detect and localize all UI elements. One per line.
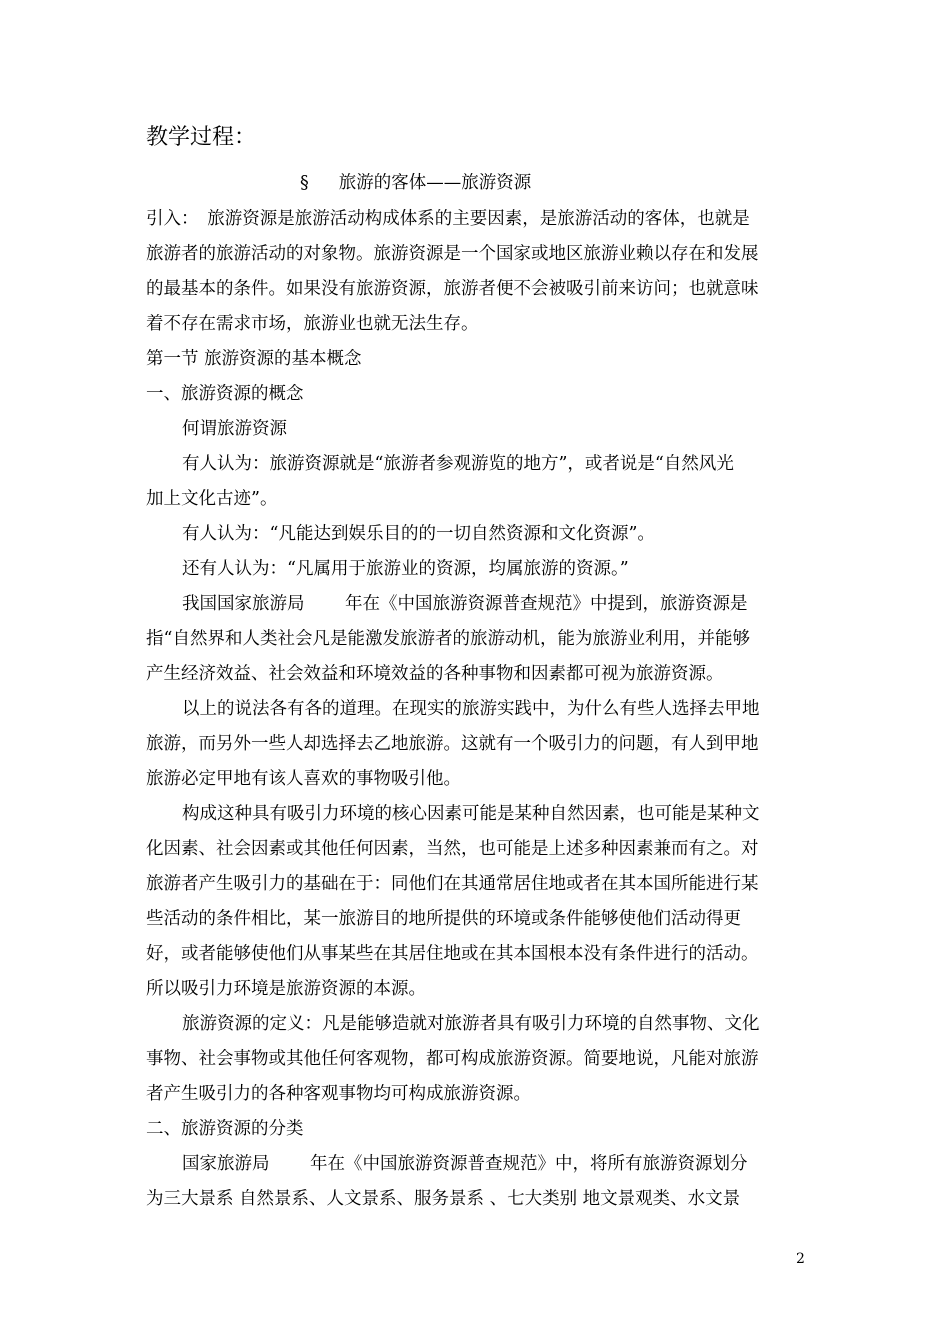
text-line-22: 好，或者能够使他们从事某些在其居住地或在其本国根本没有条件进行的活动。 (146, 944, 759, 964)
chapter-title: 第一节 旅游资源的基本概念 (146, 349, 362, 369)
text-line-7: 何谓旅游资源 (182, 419, 287, 439)
text-line-13: 指“自然界和人类社会凡是能激发旅游者的旅游动机，能为旅游业利用，并能够 (146, 629, 750, 649)
text-line-24: 旅游资源的定义：凡是能够造就对旅游者具有吸引力环境的自然事物、文化 (182, 1014, 760, 1034)
text-line-29: 为三大景系 自然景系、人文景系、服务景系 、七大类别 地文景观类、水文景 (146, 1189, 741, 1209)
section-title (300, 170, 531, 196)
text-line-9: 加上文化古迹”。 (146, 489, 278, 509)
text-line-15: 以上的说法各有各的道理。在现实的旅游实践中，为什么有些人选择去甲地 (182, 699, 760, 719)
page-heading: 教学过程： (146, 125, 257, 150)
text-line-10: 有人认为：“凡能达到娱乐目的的一切自然资源和文化资源”。 (182, 524, 655, 544)
subsection-title-1: 一、旅游资源的概念 (146, 384, 304, 404)
text-line-2: 旅游者的旅游活动的对象物。旅游资源是一个国家或地区旅游业赖以存在和发展 (146, 244, 759, 264)
text-line-21: 些活动的条件相比，某一旅游目的地所提供的环境或条件能够使他们活动得更 (146, 909, 741, 929)
text-line-16: 旅游，而另外一些人却选择去乙地旅游。这就有一个吸引力的问题，有人到甲地 (146, 734, 759, 754)
text-line-4: 着不存在需求市场，旅游业也就无法生存。 (146, 314, 479, 334)
text-line-1: 引入： 旅游资源是旅游活动构成体系的主要因素，是旅游活动的客体，也就是 (146, 209, 750, 229)
text-line-12: 我国国家旅游局 年在《中国旅游资源普查规范》中提到，旅游资源是 (182, 594, 748, 614)
page-number: 2 (796, 1251, 805, 1267)
text-line-23: 所以吸引力环境是旅游资源的本源。 (146, 979, 426, 999)
text-line-19: 化因素、社会因素或其他任何因素，当然，也可能是上述多种因素兼而有之。对 (146, 839, 759, 859)
text-line-8: 有人认为：旅游资源就是“旅游者参观游览的地方”，或者说是“自然风光 (182, 454, 734, 474)
text-line-17: 旅游必定甲地有该人喜欢的事物吸引他。 (146, 769, 461, 789)
text-line-25: 事物、社会事物或其他任何客观物，都可构成旅游资源。简要地说，凡能对旅游 (146, 1049, 759, 1069)
text-line-14: 产生经济效益、社会效益和环境效益的各种事物和因素都可视为旅游资源。 (146, 664, 724, 684)
section-symbol: § (300, 173, 309, 193)
text-line-11: 还有人认为：“凡属用于旅游业的资源，均属旅游的资源。” (182, 559, 629, 579)
text-line-28: 国家旅游局 年在《中国旅游资源普查规范》中，将所有旅游资源划分 (182, 1154, 748, 1174)
text-line-20: 旅游者产生吸引力的基础在于：同他们在其通常居住地或者在其本国所能进行某 (146, 874, 759, 894)
section-title-text: 旅游的客体——旅游资源 (338, 173, 532, 193)
text-line-26: 者产生吸引力的各种客观事物均可构成旅游资源。 (146, 1084, 531, 1104)
text-line-18: 构成这种具有吸引力环境的核心因素可能是某种自然因素，也可能是某种文 (182, 804, 760, 824)
subsection-title-2: 二、旅游资源的分类 (146, 1119, 304, 1139)
text-line-3: 的最基本的条件。如果没有旅游资源，旅游者便不会被吸引前来访问；也就意味 (146, 279, 759, 299)
